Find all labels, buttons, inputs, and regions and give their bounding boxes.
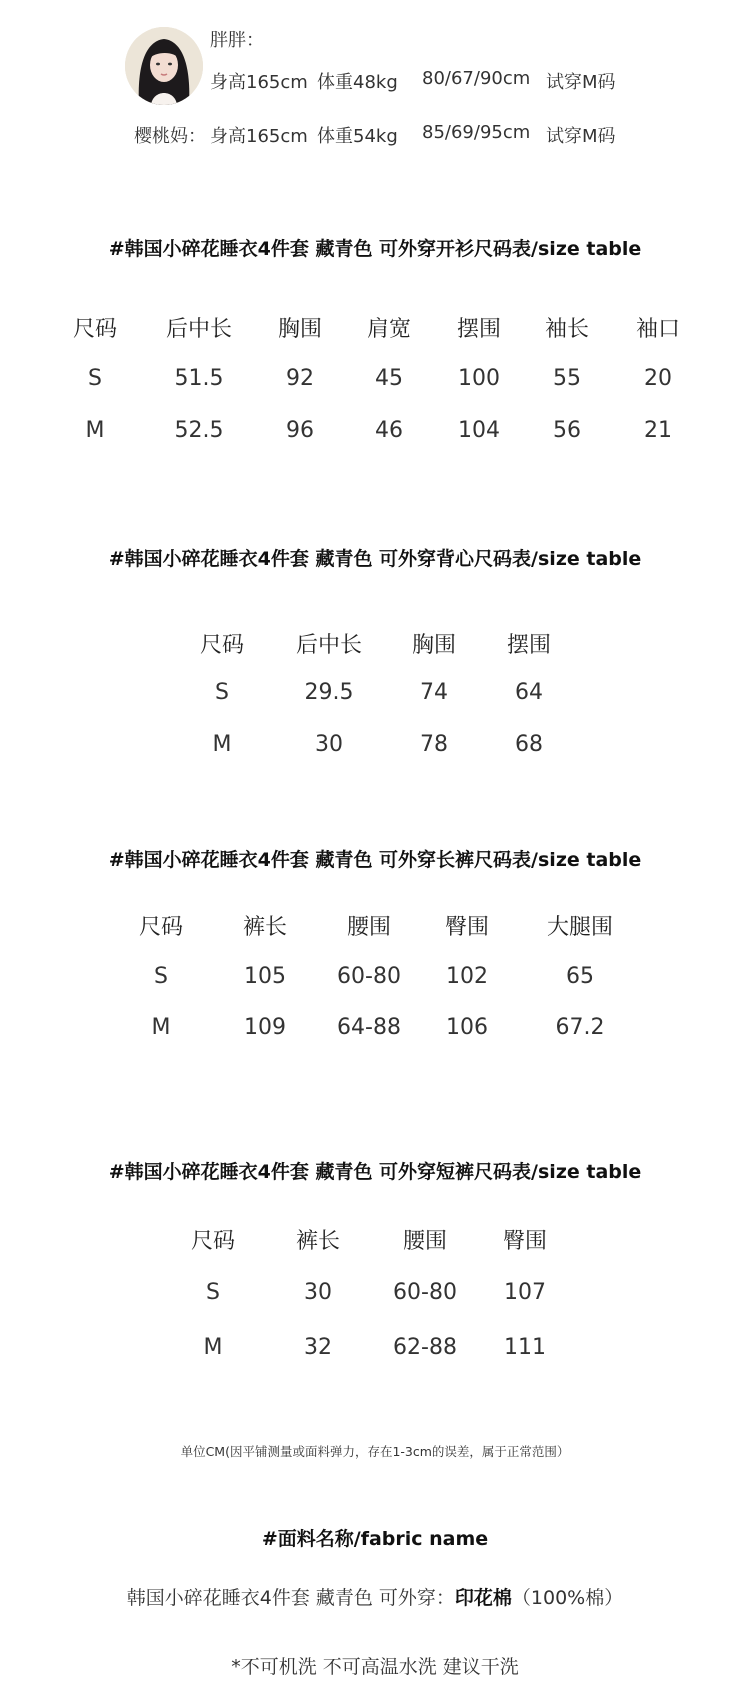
model-2-name: 樱桃妈： bbox=[134, 126, 206, 147]
table-cell: 102 bbox=[446, 964, 488, 989]
table-cell: 106 bbox=[446, 1015, 488, 1040]
table-cell: 30 bbox=[315, 732, 343, 757]
table-header-cell: 摆围 bbox=[506, 633, 552, 658]
table-cell: S bbox=[206, 1280, 220, 1305]
table-cell: 74 bbox=[420, 680, 448, 705]
table-cell: 65 bbox=[566, 964, 594, 989]
table-cell: 29.5 bbox=[304, 680, 354, 705]
table-header-cell: 袖长 bbox=[544, 317, 590, 342]
table-cell: 100 bbox=[458, 366, 500, 391]
table-cell: 78 bbox=[420, 732, 448, 757]
table-cell: 30 bbox=[304, 1280, 332, 1305]
fabric-composition: （100%棉） bbox=[511, 1587, 624, 1609]
model-1-height: 身高165cm bbox=[210, 72, 308, 93]
table-header-cell: 裤长 bbox=[295, 1229, 341, 1254]
table-cell: S bbox=[154, 964, 168, 989]
table-cell: 46 bbox=[375, 418, 403, 443]
vest-table-title: #韩国小碎花睡衣4件套 藏青色 可外穿背心尺码表/size table bbox=[108, 548, 642, 570]
table-cell: 60-80 bbox=[337, 964, 401, 989]
table-cell: 62-88 bbox=[393, 1335, 457, 1360]
fabric-prefix: 韩国小碎花睡衣4件套 藏青色 可外穿： bbox=[126, 1587, 455, 1609]
table-cell: M bbox=[151, 1015, 171, 1040]
model-1-weight: 体重48kg bbox=[317, 72, 398, 93]
table-header-cell: 腰围 bbox=[402, 1229, 448, 1254]
table-header-cell: 胸围 bbox=[411, 633, 457, 658]
table-cell: 51.5 bbox=[174, 366, 224, 391]
table-header-cell: 尺码 bbox=[138, 915, 184, 940]
table-cell: 52.5 bbox=[174, 418, 224, 443]
model-2-row bbox=[0, 122, 750, 146]
table-cell: 109 bbox=[244, 1015, 286, 1040]
table-header-cell: 后中长 bbox=[295, 633, 363, 658]
table-cell: M bbox=[212, 732, 232, 757]
table-header-cell: 袖口 bbox=[635, 317, 681, 342]
table-header-cell: 大腿围 bbox=[546, 915, 614, 940]
table-header-cell: 后中长 bbox=[165, 317, 233, 342]
model-2-weight: 体重54kg bbox=[317, 126, 398, 147]
table-cell: 20 bbox=[644, 366, 672, 391]
fabric-material: 印花棉 bbox=[454, 1587, 512, 1609]
model-1-name: 胖胖： bbox=[210, 30, 264, 51]
table-cell: 104 bbox=[458, 418, 500, 443]
table-header-cell: 摆围 bbox=[456, 317, 502, 342]
table-header-cell: 裤长 bbox=[242, 915, 288, 940]
table-cell: 64-88 bbox=[337, 1015, 401, 1040]
table-header-cell: 腰围 bbox=[346, 915, 392, 940]
table-cell: M bbox=[203, 1335, 223, 1360]
table-cell: S bbox=[88, 366, 102, 391]
table-cell: 56 bbox=[553, 418, 581, 443]
fabric-title: #面料名称/fabric name bbox=[261, 1528, 489, 1550]
unit-note: 单位CM(因平铺测量或面料弹力，存在1-3cm的误差，属于正常范围） bbox=[180, 1444, 570, 1459]
model-1-trial: 试穿M码 bbox=[546, 72, 616, 93]
table-cell: 55 bbox=[553, 366, 581, 391]
model-2-trial: 试穿M码 bbox=[546, 126, 616, 147]
table-cell: 45 bbox=[375, 366, 403, 391]
table-header-cell: 肩宽 bbox=[366, 317, 412, 342]
table-header-cell: 尺码 bbox=[72, 317, 118, 342]
shorts-table-title: #韩国小碎花睡衣4件套 藏青色 可外穿短裤尺码表/size table bbox=[108, 1161, 642, 1183]
model-1-row bbox=[0, 26, 750, 50]
table-header-cell: 臀围 bbox=[502, 1229, 548, 1254]
table-cell: 32 bbox=[304, 1335, 332, 1360]
pants-table-title: #韩国小碎花睡衣4件套 藏青色 可外穿长裤尺码表/size table bbox=[108, 849, 642, 871]
table-header-cell: 胸围 bbox=[277, 317, 323, 342]
table-cell: S bbox=[215, 680, 229, 705]
cardigan-table-title: #韩国小碎花睡衣4件套 藏青色 可外穿开衫尺码表/size table bbox=[108, 238, 642, 260]
table-cell: 68 bbox=[515, 732, 543, 757]
table-cell: 21 bbox=[644, 418, 672, 443]
fabric-line bbox=[0, 1583, 750, 1610]
model-2-height: 身高165cm bbox=[210, 126, 308, 147]
model-2-measure: 85/69/95cm bbox=[422, 122, 531, 143]
model-1-measure: 80/67/90cm bbox=[422, 68, 531, 89]
table-cell: 92 bbox=[286, 366, 314, 391]
table-cell: M bbox=[85, 418, 105, 443]
table-cell: 67.2 bbox=[555, 1015, 605, 1040]
table-cell: 96 bbox=[286, 418, 314, 443]
wash-note: *不可机洗 不可高温水洗 建议干洗 bbox=[231, 1656, 519, 1678]
table-cell: 60-80 bbox=[393, 1280, 457, 1305]
table-cell: 111 bbox=[504, 1335, 546, 1360]
table-cell: 107 bbox=[504, 1280, 546, 1305]
table-cell: 105 bbox=[244, 964, 286, 989]
model-1-stats bbox=[0, 68, 750, 92]
table-header-cell: 尺码 bbox=[199, 633, 245, 658]
table-header-cell: 尺码 bbox=[190, 1229, 236, 1254]
table-header-cell: 臀围 bbox=[444, 915, 490, 940]
table-cell: 64 bbox=[515, 680, 543, 705]
